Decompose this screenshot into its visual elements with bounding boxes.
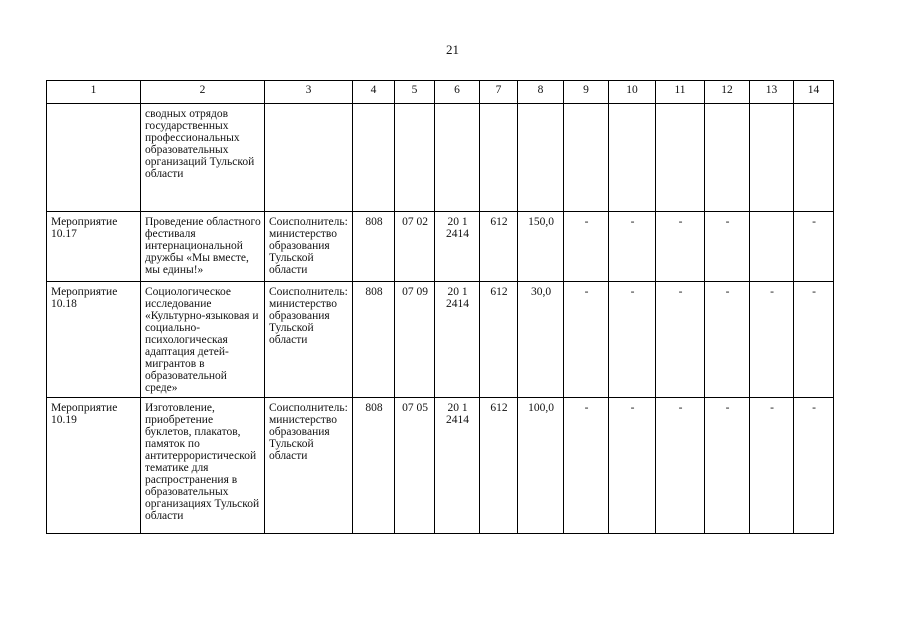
cell: 07 09 — [395, 282, 435, 398]
table-row — [47, 282, 834, 398]
event-cell: Мероприятие 10.18 — [47, 282, 141, 398]
cell — [750, 212, 794, 282]
executor-cell: Соисполнитель: министерство образования Тульской области — [265, 282, 353, 398]
cell — [656, 104, 705, 212]
cell: - — [564, 212, 609, 282]
column-number: 4 — [353, 81, 395, 104]
event-cell: Мероприятие 10.19 — [47, 398, 141, 534]
cell: 808 — [353, 212, 395, 282]
event-cell — [47, 104, 141, 212]
cell: - — [750, 398, 794, 534]
column-number-row — [47, 81, 834, 104]
cell: - — [794, 282, 834, 398]
cell: 612 — [480, 398, 518, 534]
column-number: 3 — [265, 81, 353, 104]
column-number: 11 — [656, 81, 705, 104]
column-number: 7 — [480, 81, 518, 104]
cell: 150,0 — [518, 212, 564, 282]
cell: - — [656, 212, 705, 282]
page-number: 21 — [446, 42, 459, 57]
table-row — [47, 104, 834, 212]
cell — [435, 398, 480, 534]
column-number: 9 — [564, 81, 609, 104]
cell: - — [705, 282, 750, 398]
cell — [435, 282, 480, 398]
cell: 612 — [480, 212, 518, 282]
column-number: 5 — [395, 81, 435, 104]
column-number: 1 — [47, 81, 141, 104]
cell — [395, 104, 435, 212]
cell: - — [609, 282, 656, 398]
code-line-1: 20 1 — [447, 216, 468, 228]
description-cell: сводных отрядов государственных профессиональных образовательных организаций Тульской области — [141, 104, 265, 212]
cell: 07 02 — [395, 212, 435, 282]
cell: - — [705, 212, 750, 282]
cell: 808 — [353, 282, 395, 398]
column-number: 14 — [794, 81, 834, 104]
cell: 612 — [480, 282, 518, 398]
cell: - — [705, 398, 750, 534]
executor-cell: Соисполнитель: министерство образования Тульской области — [265, 398, 353, 534]
cell — [518, 104, 564, 212]
cell: 07 05 — [395, 398, 435, 534]
column-number: 2 — [141, 81, 265, 104]
cell: 100,0 — [518, 398, 564, 534]
cell — [794, 104, 834, 212]
cell — [705, 104, 750, 212]
cell: - — [794, 212, 834, 282]
column-number: 12 — [705, 81, 750, 104]
code-line-2: 2414 — [446, 414, 469, 426]
code-line-2: 2414 — [446, 228, 469, 240]
cell: - — [564, 282, 609, 398]
cell: - — [609, 212, 656, 282]
column-number: 10 — [609, 81, 656, 104]
cell: 808 — [353, 398, 395, 534]
cell: 30,0 — [518, 282, 564, 398]
code-line-1: 20 1 — [447, 286, 468, 298]
cell — [564, 104, 609, 212]
column-number: 13 — [750, 81, 794, 104]
description-cell: Социологическое исследование «Культурно-языковая и социально-психологическая адаптация детей-мигрантов в образовательной среде» — [141, 282, 265, 398]
cell: - — [750, 282, 794, 398]
column-number: 6 — [435, 81, 480, 104]
program-table — [46, 80, 834, 534]
code-line-1: 20 1 — [447, 402, 468, 414]
cell — [609, 104, 656, 212]
event-cell: Мероприятие 10.17 — [47, 212, 141, 282]
cell: - — [564, 398, 609, 534]
description-cell: Проведение областного фестиваля интернациональной дружбы «Мы вместе, мы едины!» — [141, 212, 265, 282]
executor-cell: Соисполнитель: министерство образования Тульской области — [265, 212, 353, 282]
cell: - — [609, 398, 656, 534]
cell — [435, 212, 480, 282]
table-row — [47, 398, 834, 534]
executor-cell — [265, 104, 353, 212]
cell — [435, 104, 480, 212]
cell: - — [794, 398, 834, 534]
cell — [750, 104, 794, 212]
cell — [353, 104, 395, 212]
cell: - — [656, 398, 705, 534]
cell: - — [656, 282, 705, 398]
cell — [480, 104, 518, 212]
code-line-2: 2414 — [446, 298, 469, 310]
table-row — [47, 212, 834, 282]
column-number: 8 — [518, 81, 564, 104]
description-cell: Изготовление, приобретение буклетов, плакатов, памяток по антитеррористической тематике для распространения в образовательных организациях Тульской области — [141, 398, 265, 534]
